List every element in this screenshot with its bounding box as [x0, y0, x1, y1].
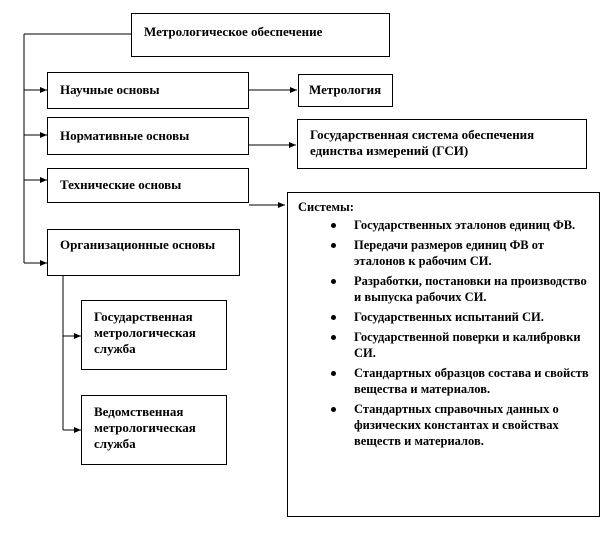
systems-list-item	[298, 217, 589, 233]
systems-item-text: Разработки, постановки на производство и выпуска рабочих СИ.	[354, 274, 587, 304]
bullet-icon	[331, 243, 336, 248]
root-node	[131, 13, 390, 57]
systems-item-text: Государственных испытаний СИ.	[354, 310, 544, 324]
node-label: Метрология	[309, 82, 382, 97]
systems-list	[298, 217, 589, 449]
bullet-icon	[331, 223, 336, 228]
node-systems	[287, 192, 600, 517]
systems-item-text: Государственных эталонов единиц ФВ.	[354, 218, 576, 232]
bullet-icon	[331, 407, 336, 412]
node-organizational-foundations	[47, 229, 240, 276]
systems-list-item	[298, 237, 589, 269]
node-metrology	[298, 74, 393, 107]
node-label: Нормативные основы	[60, 128, 190, 143]
systems-item-text: Государственной поверки и калибровки СИ.	[354, 330, 581, 360]
systems-list-item	[298, 401, 589, 449]
node-technical-foundations	[47, 168, 249, 203]
systems-item-text: Стандартных образцов состава и свойств вещества и материалов.	[354, 366, 589, 396]
systems-list-item	[298, 365, 589, 397]
bullet-icon	[331, 335, 336, 340]
node-label: Государственная система обеспечения единства измерений (ГСИ)	[310, 127, 535, 158]
bullet-icon	[331, 279, 336, 284]
bullet-icon	[331, 371, 336, 376]
node-normative-foundations	[47, 117, 249, 155]
systems-item-text: Передачи размеров единиц ФВ от эталонов к рабочим СИ.	[354, 238, 544, 268]
node-label: Научные основы	[60, 82, 160, 97]
systems-list-item	[298, 273, 589, 305]
node-label: Технические основы	[60, 177, 182, 192]
node-state-metrological-service	[81, 300, 227, 370]
node-gsi	[297, 119, 587, 169]
node-departmental-metrological-service	[81, 395, 227, 465]
systems-list-item	[298, 309, 589, 325]
node-scientific-foundations	[47, 72, 249, 109]
systems-title: Системы:	[298, 200, 354, 214]
node-label: Государственная метрологическая служба	[94, 309, 196, 356]
root-label: Метрологическое обеспечение	[144, 24, 323, 39]
node-label: Организационные основы	[60, 237, 216, 252]
systems-item-text: Стандартных справочных данных о физических константах и свойствах веществ и материалов.	[354, 402, 559, 448]
bullet-icon	[331, 315, 336, 320]
systems-list-item	[298, 329, 589, 361]
node-label: Ведомственная метрологическая служба	[94, 404, 196, 451]
